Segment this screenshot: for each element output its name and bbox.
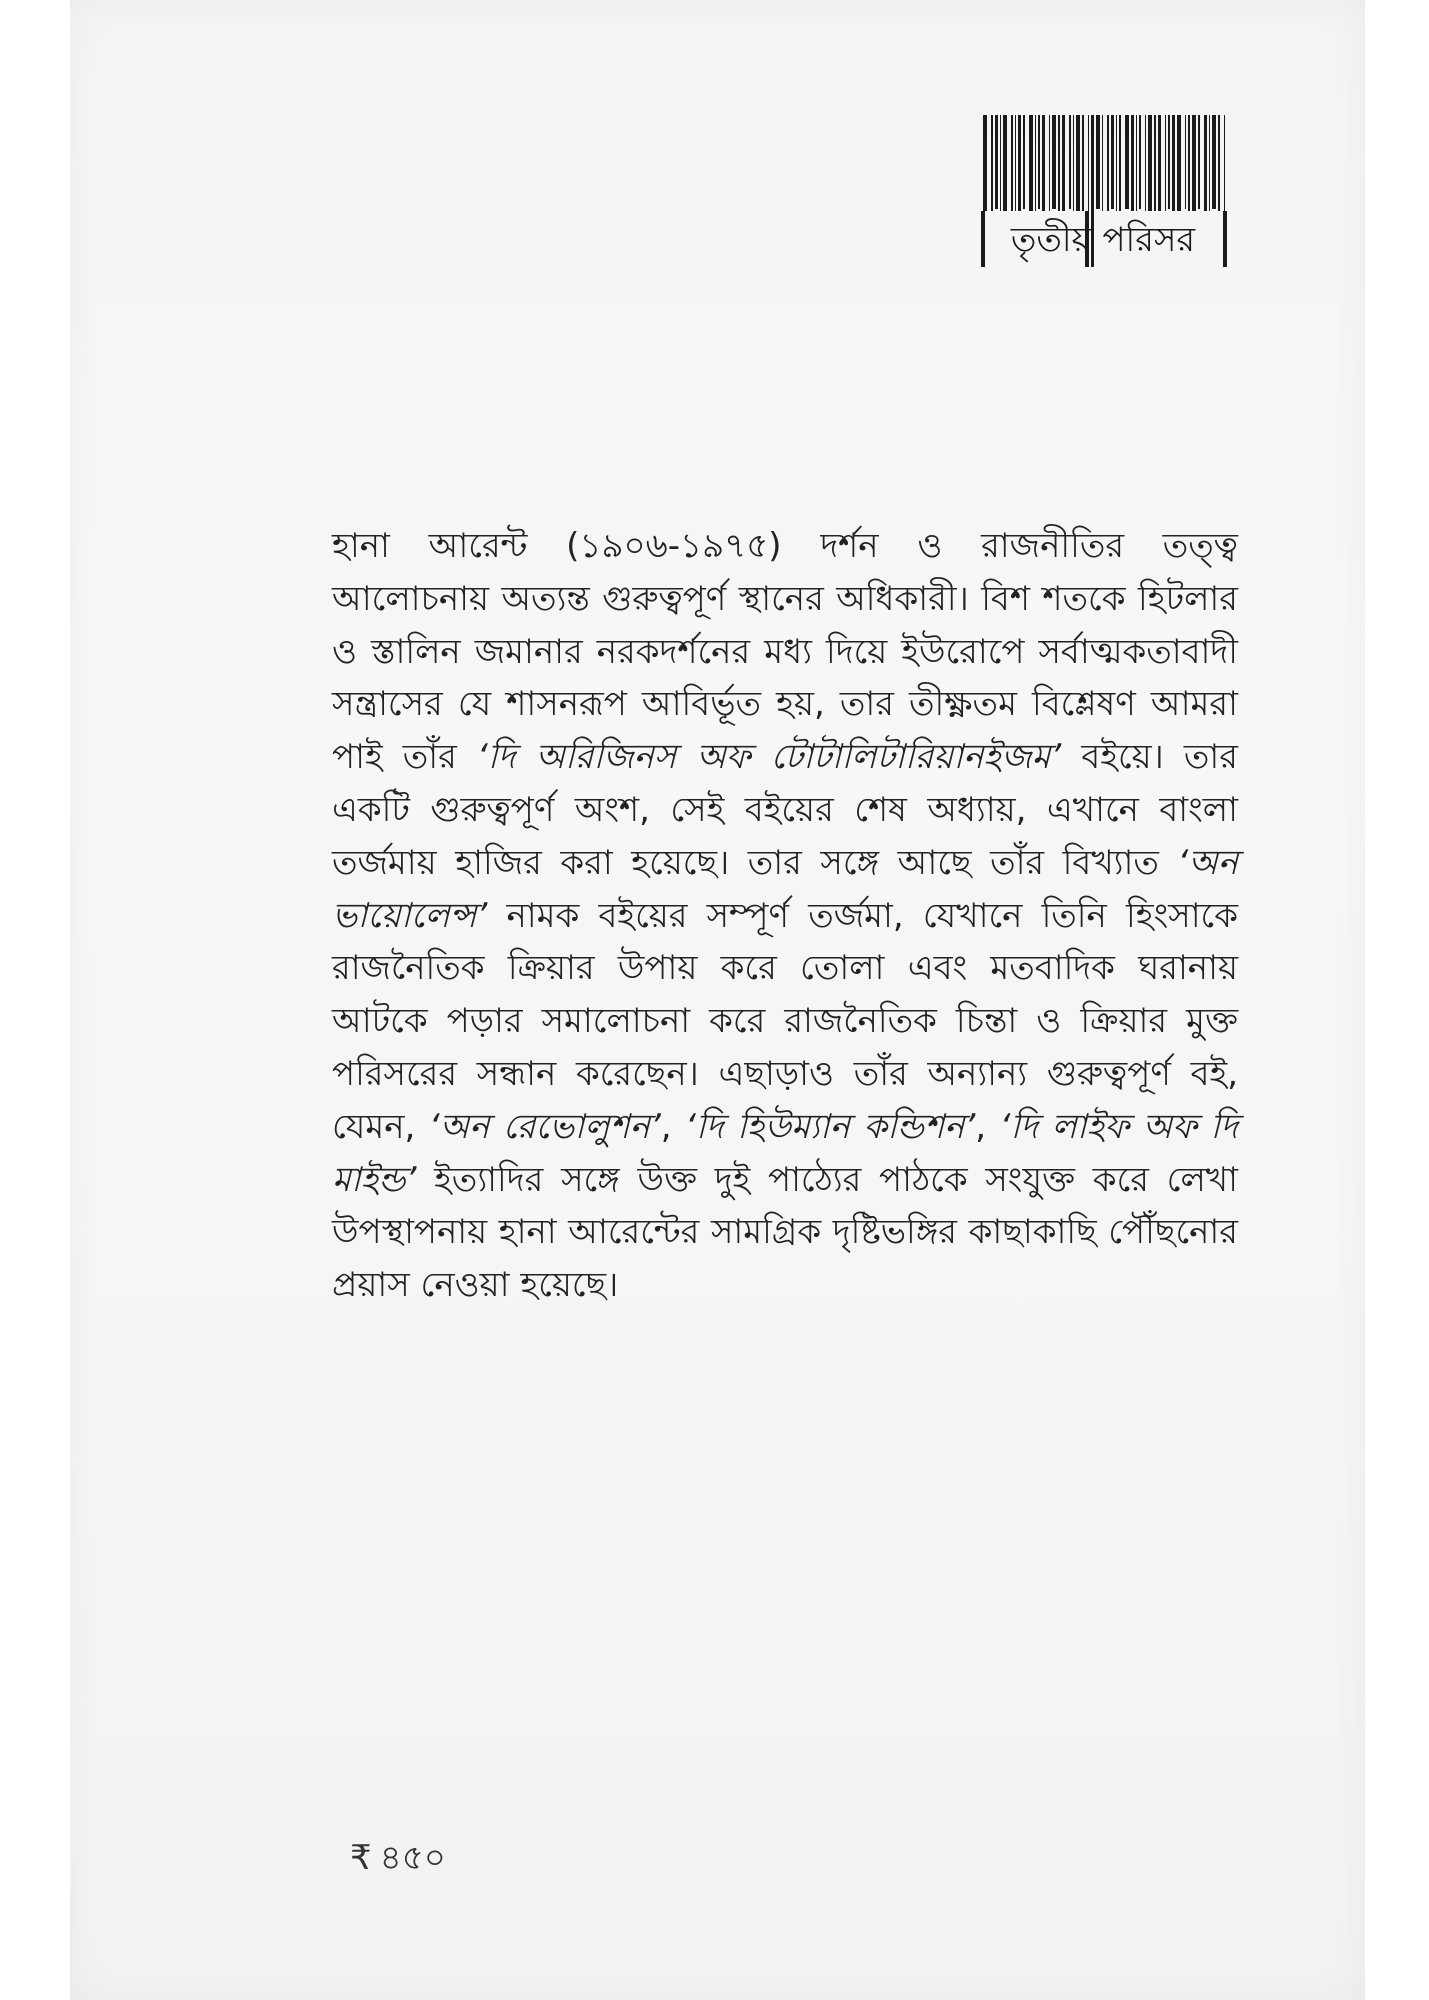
blurb-segment: বইয়ে। তার একটি গুরুত্বপূর্ণ অংশ, সেই বইয়ের শেষ অধ্যায়, এখানে বাংলা তর্জমায় হাজির করা হয়েছে। তার সঙ্গে আছে তাঁর বিখ্যাত bbox=[332, 737, 1238, 883]
book-title-italic: ‘অন রেভোলুশন’ bbox=[428, 1106, 661, 1147]
blurb-paragraph bbox=[332, 520, 1238, 1312]
barcode-logo-icon bbox=[975, 115, 1233, 275]
book-back-cover bbox=[70, 0, 1365, 2000]
book-title-italic: ‘দি লাইফ অফ দি মাইন্ড’ bbox=[332, 1106, 1239, 1200]
blurb-segment: ইত্যাদির সঙ্গে উক্ত দুই পাঠ্যের পাঠকে সংযুক্ত করে লেখা উপস্থাপনায় হানা আরেন্টের সামগ্রিক দৃষ্টিভঙ্গির কাছাকাছি পৌঁছনোর প্রয়াস নেওয়া হয়েছে। bbox=[332, 1159, 1238, 1306]
blurb-segment: হানা আরেন্ট (১৯০৬-১৯৭৫) দর্শন ও রাজনীতির তত্ত্ব আলোচনায় অত্যন্ত গুরুত্বপূর্ণ স্থানের অধিকারী। বিশ শতকে হিটলার ও স্তালিন জমানার নরকদর্শনের মধ্য দিয়ে ইউরোপে সর্বাত্মকতাবাদী সন্ত্রাসের যে শাসনরূপ আবির্ভূত হয়, তার তীক্ষ্ণতম বিশ্লেষণ আমরা পাই তাঁর bbox=[332, 526, 1238, 778]
price-amount: ৪৫০ bbox=[379, 1838, 446, 1878]
blurb-segment: , bbox=[660, 1106, 686, 1147]
publisher-logo-text: তৃতীয় পরিসর bbox=[1010, 220, 1196, 260]
publisher-logo bbox=[975, 115, 1233, 275]
book-title-italic: ‘দি অরিজিনস অফ টোটালিটারিয়ানইজম’ bbox=[476, 737, 1062, 778]
book-title-italic: ‘অন ভায়োলেন্স’ bbox=[332, 842, 1238, 936]
blurb-segment: নামক বইয়ের সম্পূর্ণ তর্জমা, যেখানে তিনি হিংসাকে রাজনৈতিক ক্রিয়ার উপায় করে তোলা এবং মতবাদিক ঘরানায় আটকে পড়ার সমালোচনা করে রাজনৈতিক চিন্তা ও ক্রিয়ার মুক্ত পরিসরের সন্ধান করেছেন। এছাড়াও তাঁর অন্যান্য গুরুত্বপূর্ণ বই, যেমন, bbox=[332, 895, 1238, 1147]
rupee-symbol: ₹ bbox=[350, 1838, 372, 1878]
blurb-segment: , bbox=[975, 1106, 1000, 1147]
price bbox=[350, 1832, 446, 1889]
blurb-text bbox=[332, 520, 1238, 1312]
book-title-italic: ‘দি হিউম্যান কন্ডিশন’ bbox=[685, 1106, 976, 1147]
